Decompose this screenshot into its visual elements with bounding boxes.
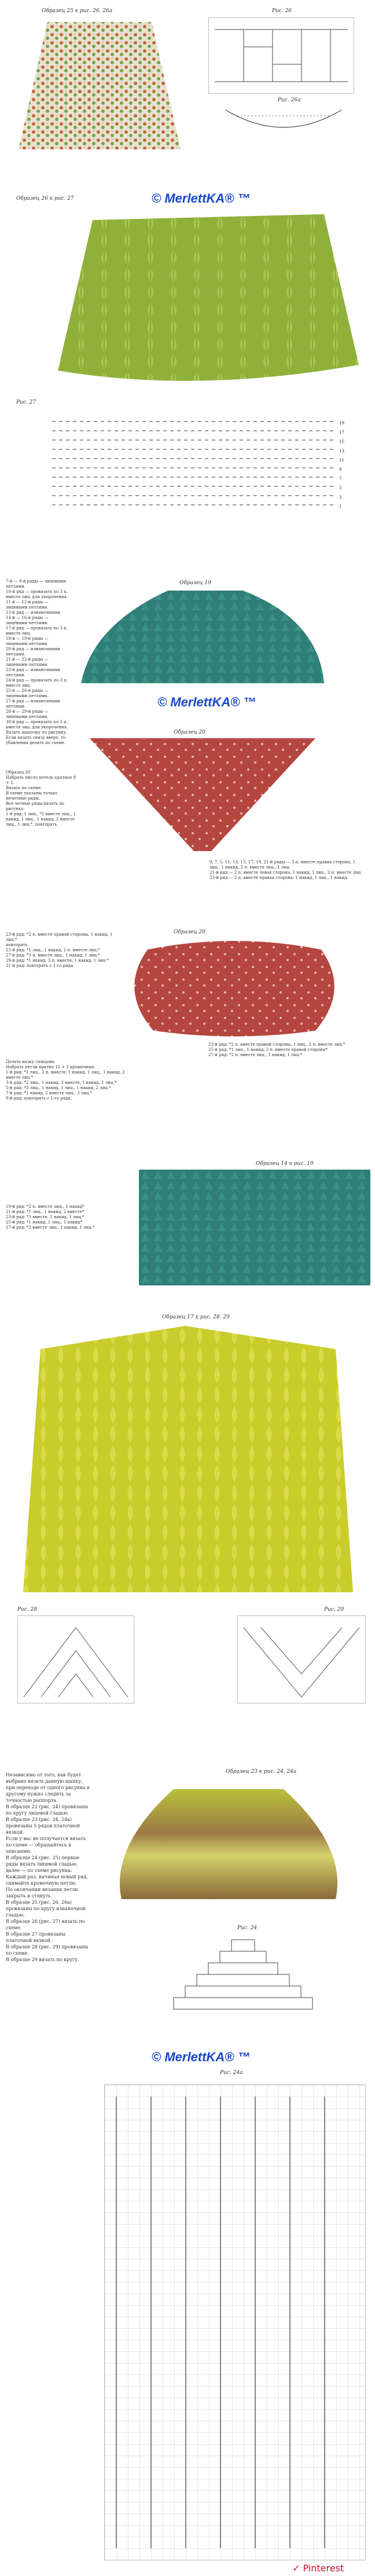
sample-25-photo <box>13 16 186 155</box>
sample-20-photo-b <box>124 938 344 1036</box>
sample-20-photo-a <box>78 715 327 854</box>
caption-sample-20-b: Образец 20 <box>174 929 205 935</box>
caption-fig-26a: Рис. 26а <box>278 97 301 103</box>
watermark-4: © MerlettKA® ™ <box>152 2050 251 2064</box>
chart-fig-26 <box>208 17 354 94</box>
chart-fig-26a <box>220 104 347 145</box>
caption-fig-28: Рис. 28 <box>17 1607 38 1613</box>
chart-fig-27 <box>52 417 353 515</box>
text-block-2: Образец 20 Набрать число петель кратное 8 + 1. Вязать по схеме. В схеме указаны только нечетные ряды. Все четные ряды вязать по рисунку. 1-й ряд: 1 лиц., *2 вместе лиц., 1 накид, 1 лиц., 1 накид, 2 вместе лиц., 1 лиц.*, повторять. <box>6 770 76 827</box>
watermark: © MerlettKA® ™ <box>152 191 251 206</box>
text-block-3: 9, 7, 5, 11, 13, 15, 17, 19, 21-й ряды — 3 п. вместе правая сторона, 1 лиц., 1 накид, 2 п. вместе лиц., 1 лиц. 21-й ряд — 2 п. вместе левая сторона, 1 накид, 1 лиц., 2 п. вместе лиц. 23-й ряд — 2 п. вместе правая сторона, 1 накид, 1 лиц., 1 накид. <box>209 860 362 880</box>
caption-sample-25: Образец 25 к рис. 26. 26а <box>42 8 113 14</box>
caption-sample-26: Образец 26 к рис. 27 <box>16 196 74 201</box>
sample-14-photo <box>139 1170 370 1285</box>
caption-sample-14: Образец 14 к рис. 19 <box>256 1161 314 1167</box>
text-block-1: 7-й — 9-й ряды — лицевыми петлями. 10-й ряд — провязать по 3 п. вместе лиц. для укорочения. 11-й — 12-й ряды — лицевыми петлями. 13-й ряд — изнаночными. 14-й — 16-й ряды — лицевыми петлями. 17-й ряд — провязать по 3 п. вместе лиц. 18-й — 19-й ряды — лицевыми петлями. 20-й ряд — изнаночными петлями. 21-й — 22-й ряды — лицевыми петлями. 23-й ряд — изнаночными петлями. 24-й ряд — провязать по 3 п. вместе лиц. 25-й — 26-й ряды — лицевыми петлями. 27-й ряд — изнаночными петлями. 28-й — 29-й ряды — лицевыми петлями. 30-й ряд — провязать по 3 п. вместе лиц. для укорочения. Вязать шапочку по рисунку. Если вязать снизу вверх, то убавления делать по схеме. <box>6 579 68 745</box>
caption-sample-23: Образец 23 к рис. 24. 24а <box>226 1769 297 1775</box>
caption-fig-26: Рис. 26 <box>272 8 292 14</box>
caption-sample-19: Образец 19 <box>179 580 211 586</box>
text-block-7: 19-й ряд: *2 п. вместе лиц., 1 накид* 21-й ряд: *1 лиц., 1 накид, 2 вместе* 23-й ряд: *3 вместе, 1 накид, 1 лиц.* 25-й ряд: *1 накид, 1 лиц., 1 накид* 27-й ряд: *2 вместе лиц., 1 накид, 1 лиц.* <box>6 1204 95 1230</box>
sample-19-photo <box>75 591 330 689</box>
caption-sample-20-a: Образец 20 <box>174 730 205 735</box>
caption-fig-27: Рис. 27 <box>16 400 36 405</box>
text-block-4: 23-й ряд: *2 п. вместе правой стороны, 1 накид, 1 лиц.* повторять. 25-й ряд: *1 лиц., 1 накид, 2 п. вместе лиц.* 27-й ряд: *3 п. вместе лиц., 1 накид, 1 лиц.* 29-й ряд: *1 накид, 3 п. вместе, 1 накид, 1 лиц.* 31-й ряд: повторять с 1-го ряда. <box>6 932 113 968</box>
chart-fig-28 <box>17 1615 134 1703</box>
text-block-6: 23-й ряд: *2 п. вместе правой стороны, 1 лиц., 2 п. вместе лиц.* 25-й ряд: *1 лиц., 1 накид, 2 п. вместе правой стороны* 27-й ряд: *2 п. вместе лиц., 1 накид, 1 лиц.* <box>208 1042 345 1057</box>
text-block-5: Делать вязку спицами. Набрать петли кратно 12 + 2 кромочные. 1-й ряд: *1 лиц., 2 п. вместе, 1 накид, 1 лиц., 1 накид, 2 вместе лиц.* 3-й ряд: *2 лиц., 1 накид, 3 вместе, 1 накид, 1 лиц.* 5-й ряд: *3 лиц., 1 накид, 1 лиц., 1 накид, 2 лиц.* 7-й ряд: *1 накид, 2 вместе лиц., 3 лиц.* 9-й ряд: повторять с 1-го ряда. <box>6 1060 125 1101</box>
sample-26-photo <box>23 214 365 388</box>
chart-27-row-numbers: 19 17 15 13 11 9 7 5 3 1 <box>339 421 344 509</box>
chart-fig-24 <box>168 1934 318 2027</box>
watermark-2: © MerlettKA® ™ <box>157 695 256 709</box>
sample-23-photo <box>104 1778 353 1911</box>
pinterest-badge[interactable]: ✓ Pinterest <box>292 2563 344 2574</box>
caption-fig-24a: Рис. 24а <box>220 2070 243 2076</box>
sample-17-photo <box>17 1326 359 1598</box>
chart-fig-29 <box>237 1615 366 1703</box>
caption-fig-29: Рис. 29 <box>324 1607 344 1613</box>
text-block-8: Независимо от того, как будет выбрано вязать данную шапку, при переходе от одного рисунка к другому нужно следить за точностью раппорта. В образце 22 (рис. 24) провязаны по кругу лицевой гладью. В образце 23 (рис. 24, 24а) провязаны 5 рядов платочной вязкой. Если у вас не получается вязать по схеме — обращайтесь к описанию. В образце 24 (рис. 25) первые ряды вязать лицевой гладью, далее — по схеме рисунка. Каждый раз, начиная новый ряд, снимайте кромочную петлю. По окончании вязания петли закрыть и стянуть. В образце 25 (рис. 26, 26а) провязаны по кругу изнаночной гладью. В образце 26 (рис. 27) вязать по схеме. В образце 27 провязаны платочной вязкой. В образце 28 (рис. 29) провязаны по схеме. В образце 29 вязать по кругу. <box>6 1772 90 1962</box>
caption-sample-17: Образец 17 к рис. 28. 29 <box>162 1314 230 1320</box>
chart-fig-24a <box>104 2084 366 2560</box>
caption-fig-24: Рис. 24 <box>237 1925 258 1931</box>
